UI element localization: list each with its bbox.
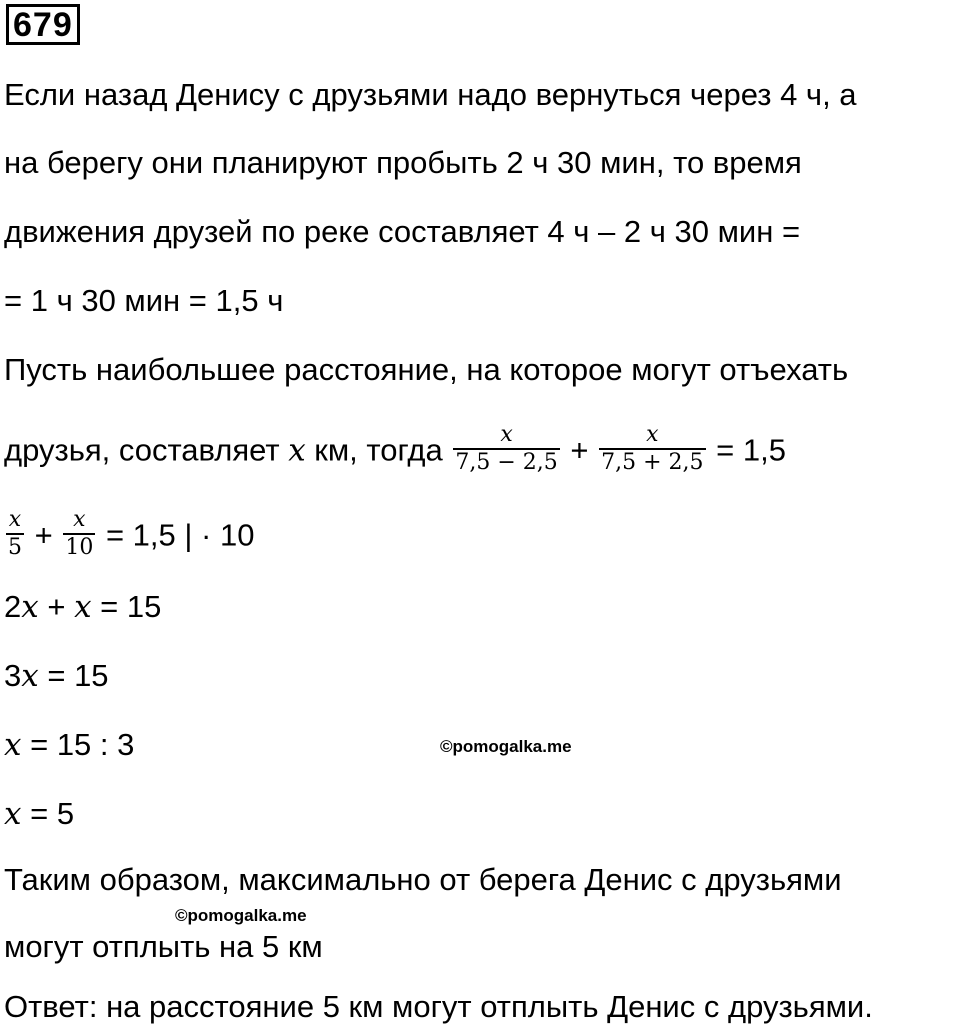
text-line-1: Если назад Денису с друзьями надо вернуться через 4 ч, а	[4, 77, 857, 112]
text-line-9	[4, 587, 161, 627]
fraction-1-denominator: 7,5 − 2,5	[455, 450, 558, 475]
fraction-2-numerator: x	[646, 422, 659, 447]
coef-3: 3	[4, 658, 22, 693]
equals-15: = 15	[38, 658, 109, 693]
equals-15-div-3: = 15 : 3	[21, 727, 135, 762]
equals-5: = 5	[21, 796, 75, 831]
fraction-3	[6, 506, 24, 561]
text-line-10	[4, 656, 109, 696]
text-line-4: = 1 ч 30 мин = 1,5 ч	[4, 283, 284, 318]
text-line-2: на берегу они планируют пробыть 2 ч 30 мин, то время	[4, 145, 802, 180]
fraction-1-numerator: x	[500, 422, 513, 447]
coef-2: 2	[4, 589, 22, 624]
line-6-text-b: км, тогда	[305, 432, 452, 468]
equals-1-5: = 1,5	[707, 432, 786, 468]
variable-x: x	[21, 658, 39, 694]
equals-times-10: = 1,5 | · 10	[97, 517, 255, 553]
fraction-2-denominator: 7,5 + 2,5	[601, 450, 704, 475]
plus-sign: +	[561, 432, 598, 468]
text-line-3: движения друзей по реке составляет 4 ч – 2 ч 30 мин =	[4, 214, 801, 249]
text-line-12	[4, 794, 74, 834]
text-line-7	[4, 507, 255, 565]
plus-sign-2: +	[26, 517, 62, 553]
fraction-4-denominator: 10	[65, 535, 94, 560]
fraction-3-numerator: x	[8, 507, 22, 532]
problem-number: 679	[6, 4, 80, 45]
variable-x: x	[4, 796, 22, 832]
variable-x: x	[288, 432, 306, 469]
text-line-5: Пусть наибольшее расстояние, на которое могут отъехать	[4, 352, 849, 387]
text-line-13: Таким образом, максимально от берега Денис с друзьями	[4, 862, 842, 897]
fraction-1	[453, 421, 559, 476]
fraction-3-denominator: 5	[8, 535, 22, 560]
variable-x: x	[21, 589, 39, 625]
fraction-4-numerator: x	[73, 507, 86, 532]
fraction-4	[63, 506, 95, 561]
text-line-14: могут отплыть на 5 км	[4, 929, 323, 964]
variable-x: x	[74, 589, 92, 625]
answer-line: Ответ: на расстояние 5 км могут отплыть Денис с друзьями.	[4, 989, 873, 1024]
equals-15: = 15	[91, 589, 162, 624]
fraction-2	[599, 421, 705, 476]
text-line-11	[4, 725, 134, 765]
watermark-1: ©pomogalka.me	[440, 737, 572, 756]
line-6-text-a: друзья, составляет	[4, 432, 289, 468]
plus-sign: +	[38, 589, 75, 624]
text-line-6	[4, 422, 786, 480]
watermark-2: ©pomogalka.me	[175, 906, 307, 925]
variable-x: x	[4, 727, 22, 763]
